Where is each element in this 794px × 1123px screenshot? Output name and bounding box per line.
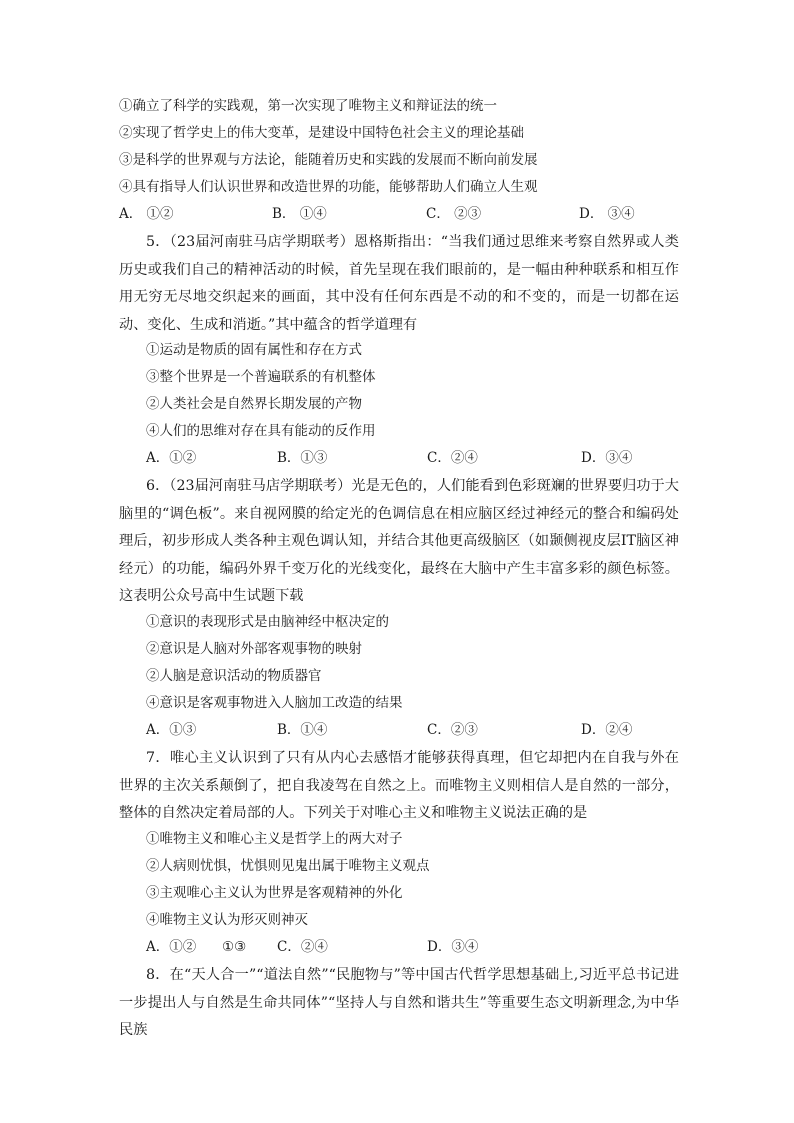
q7-option-2: ②人病则忧惧，忧惧则见鬼出属于唯物主义观点 [146, 858, 430, 874]
choice-a: A．①② [146, 450, 197, 466]
question-8-stem: 8．在“天人合一”“道法自然”“民胞物与”等中国古代哲学思想基础上,习近平总书记进一步提出人与自然是生命共同体”“坚持人与自然和谐共生”等重要生态文明新理念,为中华民族 [119, 967, 679, 1038]
prev-option-3: ③是科学的世界观与方法论，能随着历史和实践的发展而不断向前发展 [119, 152, 538, 168]
choice-c: C． ②③ [426, 206, 482, 222]
choice-a: A． ①② [119, 206, 174, 222]
choice-d: D．③④ [581, 450, 633, 466]
question-7-stem: 7．唯心主义认识到了只有从内心去感悟才能够获得真理，但它却把内在自我与外在世界的主次关系颠倒了，把自我凌驾在自然之上。而唯物主义则相信人是自然的一部分，整体的自然决定着局部的人。下列关于对唯心主义和唯物主义说法正确的是 [119, 750, 679, 821]
prev-option-2: ②实现了哲学史上的伟大变革，是建设中国特色社会主义的理论基础 [119, 125, 524, 141]
choice-b: B．①④ [277, 722, 328, 738]
question-5-stem: 5．（23届河南驻马店学期联考）恩格斯指出：“当我们通过思维来考察自然界或人类历史或我们自己的精神活动的时候，首先呈现在我们眼前的，是一幅由种种联系和相互作用无穷无尽地交织起来的画面，其中没有任何东西是不动的和不变的，而是一切都在运动、变化、生成和消逝。”其中蕴含的哲学道理有 [119, 234, 679, 333]
prev-answer-choices [119, 204, 689, 224]
q6-option-3: ②人脑是意识活动的物质器官 [146, 668, 322, 684]
q7-option-4: ④唯物主义认为形灭则神灭 [146, 912, 308, 928]
q7-answer-choices [119, 937, 689, 957]
choice-c: C．②④ [277, 939, 328, 955]
q5-option-4: ④人们的思维对存在具有能动的反作用 [146, 423, 376, 439]
q7-option-3: ③主观唯心主义认为世界是客观精神的外化 [146, 885, 403, 901]
q6-option-2: ②意识是人脑对外部客观事物的映射 [146, 641, 362, 657]
q5-answer-choices [119, 448, 689, 468]
choice-b: B． ①④ [272, 206, 327, 222]
q6-answer-choices [119, 720, 689, 740]
prev-option-4: ④具有指导人们认识世界和改造世界的功能，能够帮助人们确立人生观 [119, 179, 538, 195]
choice-d: D．②④ [581, 722, 633, 738]
choice-c: C．②④ [427, 450, 478, 466]
choice-c: C．②③ [427, 722, 478, 738]
q6-option-4: ④意识是客观事物进入人脑加工改造的结果 [146, 695, 403, 711]
q6-option-1: ①意识的表现形式是由脑神经中枢决定的 [146, 614, 389, 630]
choice-a: A．①③ [146, 722, 197, 738]
q5-option-3: ②人类社会是自然界长期发展的产物 [146, 396, 362, 412]
q5-option-1: ①运动是物质的固有属性和存在方式 [146, 342, 362, 358]
choice-b: ①③ [222, 939, 247, 955]
q5-option-2: ③整个世界是一个普遍联系的有机整体 [146, 369, 376, 385]
q7-option-1: ①唯物主义和唯心主义是哲学上的两大对子 [146, 831, 403, 847]
question-6-stem: 6．（23届河南驻马店学期联考）光是无色的，人们能看到色彩斑斓的世界要归功于大脑里的“调色板”。来自视网膜的给定光的色调信息在相应脑区经过神经元的整合和编码处理后，初步形成人类各种主观色调认知，并结合其他更高级脑区（如颞侧视皮层IT脑区神经元）的功能，编码外界千变万化的光线变化，最终在大脑中产生丰富多彩的颜色标签。这表明公众号高中生试题下载 [119, 478, 679, 604]
choice-d: D． ③④ [579, 206, 635, 222]
choice-d: D．③④ [427, 939, 479, 955]
choice-b: B．①③ [277, 450, 328, 466]
choice-a: A．①② [146, 939, 197, 955]
prev-option-1: ①确立了科学的实践观，第一次实现了唯物主义和辩证法的统一 [119, 98, 497, 114]
